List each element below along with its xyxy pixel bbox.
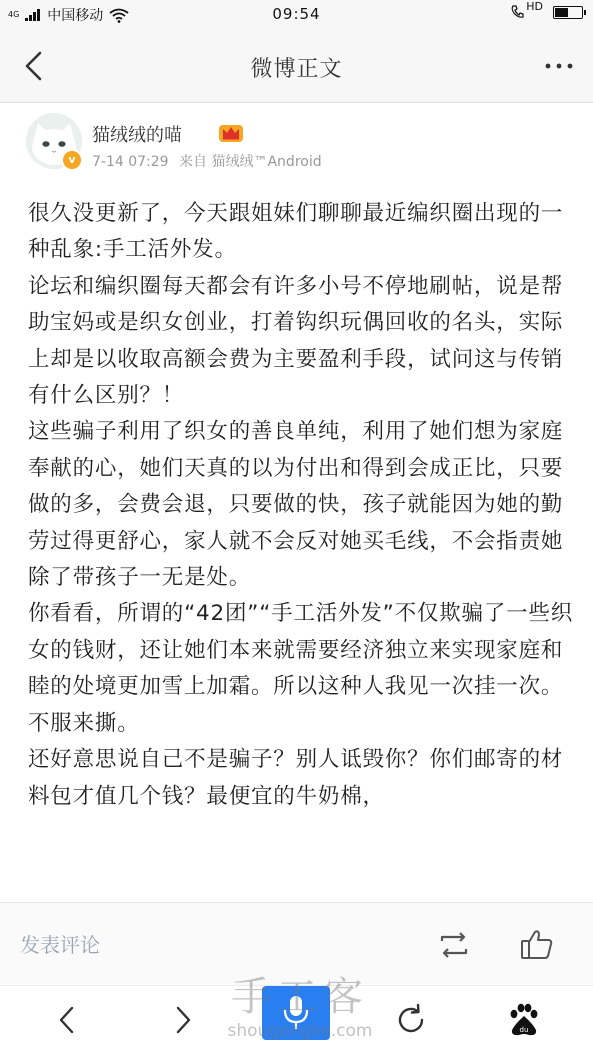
post-date: 7-14 07:29 — [92, 154, 169, 170]
nav-forward-button[interactable] — [162, 1000, 202, 1040]
repost-icon — [436, 927, 472, 963]
refresh-icon — [391, 1000, 431, 1040]
status-bar — [0, 0, 593, 30]
author-name[interactable]: 猫绒绒的喵 — [92, 125, 182, 146]
nav-forward-icon — [162, 1000, 202, 1040]
crown-icon — [218, 121, 244, 143]
comment-input[interactable]: 发表评论 — [20, 933, 100, 957]
verified-badge: v — [61, 149, 83, 171]
like-icon — [518, 925, 556, 963]
carrier-name: 中国移动 — [47, 8, 104, 24]
author-block — [0, 103, 593, 185]
watermark-title: 手工客 — [231, 974, 369, 1020]
svg-text:du: du — [519, 1026, 529, 1034]
post-paragraph: 还好意思说自己不是骗子？别人诋毁你？你们邮寄的材料包才值几个钱？最便宜的牛奶棉， — [28, 747, 564, 809]
post-paragraph: 这些骗子利用了织女的善良单纯，利用了她们想为家庭奉献的心，她们天真的以为付出和得到会成正比，只要做的多，会费会退，只要做的快，孩子就能因为她的勤劳过得更舒心，家人就不会反对她买毛线，不会指责她除了带孩子一无是处。 — [28, 419, 564, 591]
baidu-home-button[interactable] — [503, 1000, 543, 1040]
hd-call-icon — [510, 0, 543, 20]
comment-bar — [0, 902, 593, 985]
watermark-url: shougongke.com — [227, 1021, 373, 1041]
mic-icon — [262, 986, 330, 1040]
more-icon — [541, 48, 577, 84]
clock: 09:54 — [272, 5, 321, 23]
post-content — [28, 196, 576, 901]
more-button[interactable] — [541, 48, 577, 84]
battery-icon — [553, 6, 583, 19]
refresh-button[interactable] — [391, 1000, 431, 1040]
hd-label: HD — [526, 0, 543, 13]
repost-button[interactable] — [436, 927, 472, 963]
nav-back-icon — [48, 1000, 88, 1040]
baidu-paw-icon — [503, 1000, 543, 1040]
status-right — [510, 0, 583, 20]
post-meta — [92, 151, 322, 171]
post-paragraph: 论坛和编织圈每天都会有许多小号不停地刷帖，说是帮助宝妈或是织女创业，打着钩织玩偶回收的名头，实际上却是以收取高额会费为主要盈利手段，试问这与传销有什么区别？！ — [28, 273, 564, 409]
post-paragraph: 你看看，所谓的“42团”“手工活外发”不仅欺骗了一些织女的钱财，还让她们本来就需要经济独立来实现家庭和睦的处境更加雪上加霜。所以这种人我见一次挂一次。不服来撕。 — [28, 601, 574, 736]
nav-back-button[interactable] — [48, 1000, 88, 1040]
browser-nav-bar — [0, 985, 593, 1055]
page-title: 微博正文 — [250, 57, 343, 82]
post-source: 来自 猫绒绒™Android — [179, 154, 322, 170]
post-paragraph: 很久没更新了，今天跟姐妹们聊聊最近编织圈出现的一种乱象:手工活外发。 — [28, 201, 564, 263]
battery-level — [555, 8, 568, 17]
like-button[interactable] — [518, 925, 556, 963]
voice-search-button[interactable] — [262, 986, 330, 1040]
network-type: 4G — [8, 10, 20, 19]
app-header — [0, 30, 593, 103]
